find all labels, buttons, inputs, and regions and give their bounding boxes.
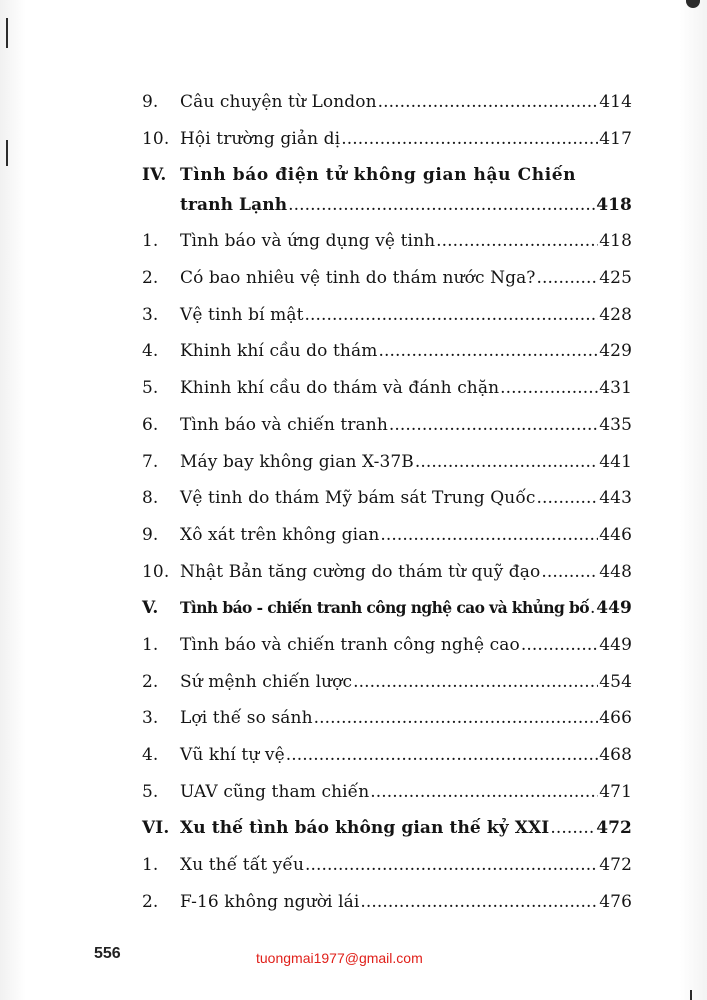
- dot-leader: [590, 598, 595, 618]
- dot-leader: [436, 231, 598, 251]
- toc-entry-number: 2.: [142, 891, 159, 912]
- toc-section-title: Tình báo - chiến tranh công nghệ cao và khủng bố: [180, 598, 589, 618]
- toc-entry-title: Xu thế tất yếu: [180, 855, 304, 876]
- toc-entry-title: Sứ mệnh chiến lược: [180, 671, 353, 692]
- toc-entry[interactable]: [142, 708, 632, 745]
- toc-entry[interactable]: [142, 635, 632, 672]
- toc-entry-page: 431: [599, 378, 632, 399]
- toc-entry-number: 9.: [142, 92, 159, 112]
- dot-leader: [415, 452, 598, 472]
- toc-entry[interactable]: [142, 488, 632, 525]
- toc-entry[interactable]: [142, 268, 632, 305]
- toc-section-title: Tình báo điện tử không gian hậu Chiến: [180, 165, 577, 186]
- toc-entry[interactable]: [142, 562, 632, 599]
- toc-entry-number: 2.: [142, 671, 159, 692]
- toc-section-entry[interactable]: [142, 818, 632, 855]
- toc-entry-page: 476: [599, 891, 632, 912]
- toc-entry[interactable]: [142, 92, 632, 129]
- page-number: 556: [94, 945, 121, 962]
- right-edge-mark-bottom: [690, 990, 692, 1000]
- toc-entry[interactable]: [142, 855, 632, 892]
- toc-entry-title: Máy bay không gian X-37B: [180, 451, 414, 472]
- toc-entry[interactable]: [142, 129, 632, 166]
- dot-leader: [314, 708, 599, 728]
- toc-entry-number: 1.: [142, 231, 159, 252]
- toc-section-entry[interactable]: [142, 165, 632, 231]
- toc-section-number: IV.: [142, 165, 167, 186]
- toc-entry-number: 3.: [142, 304, 159, 325]
- toc-section-entry[interactable]: [142, 598, 632, 635]
- dot-leader: [370, 782, 598, 802]
- toc-entry-title: Khinh khí cầu do thám và đánh chặn: [180, 378, 500, 399]
- toc-entry-page: 441: [599, 451, 632, 472]
- toc-entry-number: 10.: [142, 128, 170, 149]
- toc-entry[interactable]: [142, 415, 632, 452]
- toc-entry[interactable]: [142, 452, 632, 489]
- toc-entry-title: Câu chuyện từ London: [180, 92, 377, 112]
- toc-entry-title: UAV cũng tham chiến: [180, 781, 370, 802]
- toc-section-number: VI.: [142, 818, 170, 839]
- toc-entry-page: 449: [599, 634, 632, 655]
- toc-entry-title: F-16 không người lái: [180, 891, 360, 912]
- right-edge-mark-top: [686, 0, 700, 8]
- dot-leader: [536, 488, 598, 508]
- toc-entry-title: Lợi thế so sánh: [180, 708, 313, 729]
- dot-leader: [305, 305, 599, 325]
- toc-entry-title: Có bao nhiêu vệ tinh do thám nước Nga?: [180, 268, 536, 289]
- toc-entry-title: Khinh khí cầu do thám: [180, 341, 378, 362]
- toc-entry-page: 435: [599, 414, 632, 435]
- toc-entry-number: 2.: [142, 268, 159, 289]
- toc-entry-number: 8.: [142, 488, 159, 509]
- toc-entry-page: 428: [599, 304, 632, 325]
- toc-entry-page: 446: [599, 524, 632, 545]
- toc-entry-page: 418: [599, 231, 632, 252]
- dot-leader: [353, 672, 598, 692]
- toc-entry-title: Hội trường giản dị: [180, 128, 341, 149]
- dot-leader: [288, 195, 595, 215]
- toc-entry-title: Tình báo và chiến tranh công nghệ cao: [180, 634, 520, 655]
- left-edge-mark-top: [6, 18, 8, 48]
- toc-entry-title: Tình báo và chiến tranh: [180, 414, 388, 435]
- toc-entry-page: 429: [599, 341, 632, 362]
- toc-entry-page: 417: [599, 128, 632, 149]
- dot-leader: [378, 341, 598, 361]
- toc-entry-number: 5.: [142, 378, 159, 399]
- toc-section-page: 472: [596, 818, 632, 839]
- toc-section-page: 449: [596, 598, 632, 619]
- toc-entry[interactable]: [142, 782, 632, 819]
- toc-entry-title: Vệ tinh bí mật: [180, 304, 304, 325]
- dot-leader: [360, 892, 598, 912]
- toc-entry-number: 7.: [142, 451, 159, 472]
- toc-entry-number: 1.: [142, 855, 159, 876]
- toc-entry-page: 454: [599, 671, 632, 692]
- toc-entry[interactable]: [142, 745, 632, 782]
- toc-entry[interactable]: [142, 892, 632, 929]
- toc-entry-number: 1.: [142, 634, 159, 655]
- toc-entry-page: 468: [599, 745, 632, 765]
- toc-entry[interactable]: [142, 672, 632, 709]
- dot-leader: [286, 745, 598, 765]
- toc-entry-page: 466: [599, 708, 632, 729]
- dot-leader: [541, 562, 598, 582]
- toc-entry-page: 425: [599, 268, 632, 289]
- toc-entry-number: 4.: [142, 341, 159, 362]
- toc-entry-title: Vệ tinh do thám Mỹ bám sát Trung Quốc: [180, 488, 536, 509]
- dot-leader: [537, 268, 599, 288]
- toc-section-title-continued: tranh Lạnh: [180, 195, 288, 216]
- toc-section-title: Xu thế tình báo không gian thế kỷ XXI: [180, 818, 550, 839]
- toc-entry-number: 9.: [142, 524, 159, 545]
- toc-entry-page: 471: [599, 781, 632, 802]
- dot-leader: [521, 635, 598, 655]
- toc-entry-number: 10.: [142, 561, 170, 582]
- toc-entry-title: Nhật Bản tăng cường do thám từ quỹ đạo: [180, 561, 541, 582]
- toc-entry-title: Tình báo và ứng dụng vệ tinh: [180, 231, 436, 252]
- toc-entry[interactable]: [142, 378, 632, 415]
- dot-leader: [380, 525, 598, 545]
- toc-entry[interactable]: [142, 231, 632, 268]
- toc-entry-number: 5.: [142, 781, 159, 802]
- dot-leader: [500, 378, 598, 398]
- dot-leader: [378, 92, 599, 112]
- toc-entry[interactable]: [142, 525, 632, 562]
- dot-leader: [550, 818, 595, 838]
- toc-section-number: V.: [142, 598, 159, 619]
- toc-entry-number: 4.: [142, 745, 159, 765]
- toc-entry-page: 443: [599, 488, 632, 509]
- toc-section-page: 418: [596, 195, 632, 216]
- toc-entry-title: Xô xát trên không gian: [180, 524, 380, 545]
- toc-entry-page: 472: [599, 855, 632, 876]
- toc-entry-number: 3.: [142, 708, 159, 729]
- table-of-contents: [142, 92, 632, 928]
- toc-entry[interactable]: [142, 305, 632, 342]
- toc-entry-number: 6.: [142, 414, 159, 435]
- toc-entry[interactable]: [142, 341, 632, 378]
- toc-entry-page: 448: [599, 561, 632, 582]
- dot-leader: [389, 415, 598, 435]
- dot-leader: [305, 855, 598, 875]
- dot-leader: [341, 129, 598, 149]
- left-edge-mark-mid: [6, 140, 8, 166]
- toc-entry-title: Vũ khí tự vệ: [180, 745, 285, 765]
- toc-entry-page: 414: [599, 92, 632, 112]
- watermark-email: tuongmai1977@gmail.com: [256, 950, 423, 966]
